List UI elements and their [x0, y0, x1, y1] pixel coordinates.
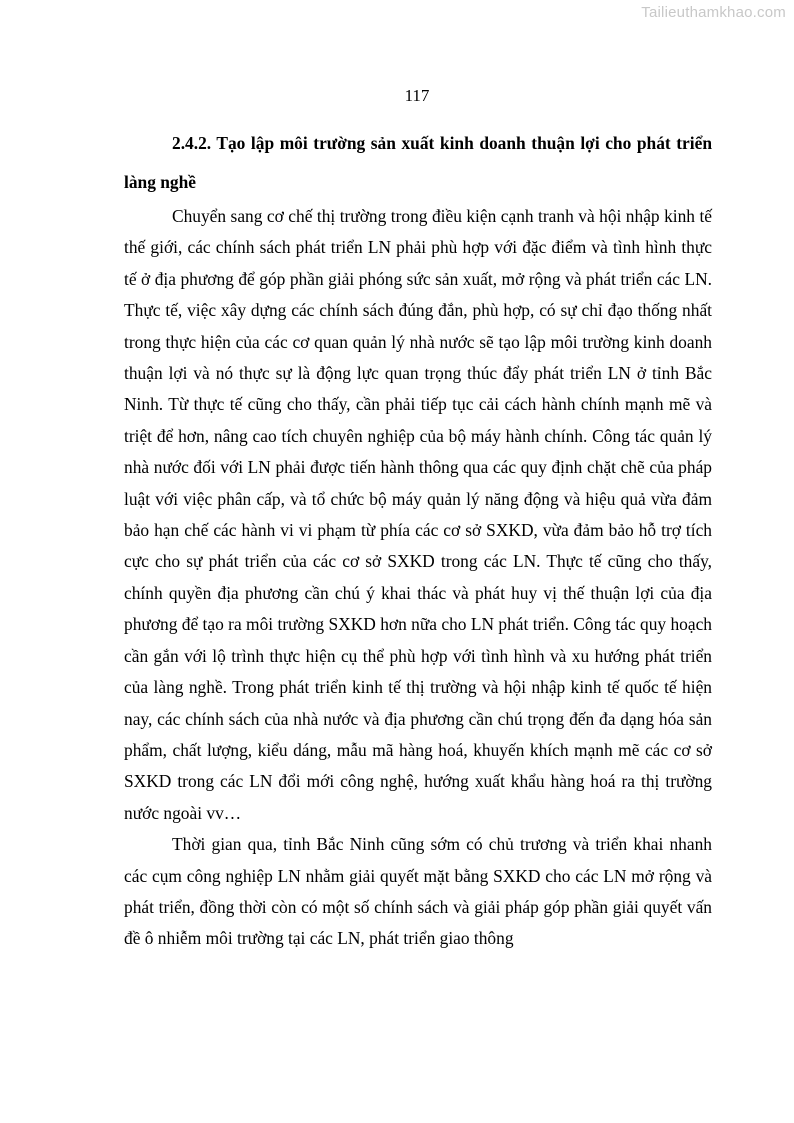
- section-heading: 2.4.2. Tạo lập môi trường sản xuất kinh doanh thuận lợi cho phát triển làng nghề: [124, 133, 712, 192]
- page-number: 117: [404, 86, 430, 105]
- watermark-text: Tailieuthamkhao.com: [641, 4, 786, 21]
- paragraph: Thời gian qua, tỉnh Bắc Ninh cũng sớm có chủ trương và triển khai nhanh các cụm công nghiệp LN nhằm giải quyết mặt bằng SXKD cho các LN mở rộng và phát triển, đồng thời còn có một số chính sách và giải pháp góp phần giải quyết vấn đề ô nhiễm môi trường tại các LN, phát triển giao thông: [124, 834, 712, 949]
- paragraph: Chuyển sang cơ chế thị trường trong điều kiện cạnh tranh và hội nhập kinh tế thế giới, các chính sách phát triển LN phải phù hợp với đặc điểm và tình hình thực tế ở địa phương để góp phần giải phóng sức sản xuất, mở rộng và phát triển các LN. Thực tế, việc xây dựng các chính sách đúng đắn, phù hợp, có sự chỉ đạo thống nhất trong thực hiện của các cơ quan quản lý nhà nước sẽ tạo lập môi trường kinh doanh thuận lợi và nó thực sự là động lực quan trọng thúc đẩy phát triển LN ở tỉnh Bắc Ninh. Từ thực tế cũng cho thấy, cần phải tiếp tục cải cách hành chính mạnh mẽ và triệt để hơn, nâng cao tích chuyên nghiệp của bộ máy hành chính. Công tác quản lý nhà nước đối với LN phải được tiến hành thông qua các quy định chặt chẽ của pháp luật với việc phân cấp, và tổ chức bộ máy quản lý năng động và hiệu quả vừa đảm bảo hạn chế các hành vi vi phạm từ phía các cơ sở SXKD, vừa đảm bảo hỗ trợ tích cực cho sự phát triển của các cơ sở SXKD trong các LN. Thực tế cũng cho thấy, chính quyền địa phương cần chú ý khai thác và phát huy vị thế thuận lợi của địa phương để tạo ra môi trường SXKD hơn nữa cho LN phát triển. Công tác quy hoạch cần gắn với lộ trình thực hiện cụ thể phù hợp với tình hình và xu hướng phát triển của làng nghề. Trong phát triển kinh tế thị trường và hội nhập kinh tế quốc tế hiện nay, các chính sách của nhà nước và địa phương cần chú trọng đến đa dạng hóa sản phẩm, chất lượng, kiểu dáng, mẫu mã hàng hoá, khuyến khích mạnh mẽ các cơ sở SXKD trong các LN đổi mới công nghệ, hướng xuất khẩu hàng hoá ra thị trường nước ngoài vv…: [124, 206, 712, 823]
- document-body: [124, 124, 712, 955]
